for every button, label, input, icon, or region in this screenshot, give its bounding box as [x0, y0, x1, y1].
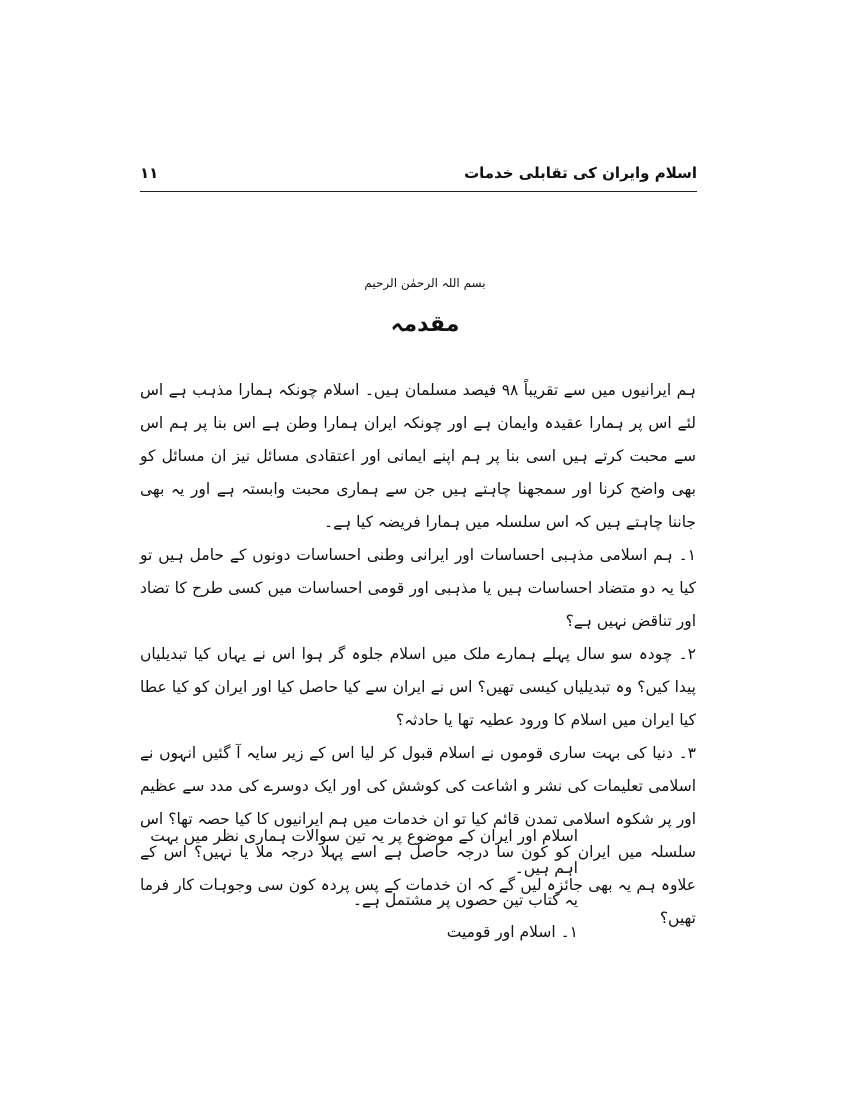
indented-block [140, 820, 578, 948]
section-heading: مقدمہ [390, 312, 460, 337]
running-header [140, 160, 697, 190]
indented-line-parts: یہ کتاب تین حصوں پر مشتمل ہے۔ [352, 891, 578, 909]
indented-line-part-1: ۱۔ اسلام اور قومیت [446, 923, 578, 941]
paragraph-question-2: ۲۔ چودہ سو سال پہلے ہمارے ملک میں اسلام جلوہ گر ہوا اس نے یہاں کیا تبدیلیاں پیدا کیں؟ وہ تبدیلیاں کیسی تھیں؟ اس نے ایران سے کیا حاصل کیا اور ایران کو کیا عطا کیا ایران میں اسلام کا ورود عطیہ تھا یا حادثہ؟ [140, 645, 696, 729]
paragraph-question-3: ۳۔ دنیا کی بہت ساری قوموں نے اسلام قبول کر لیا اس کے زیر سایہ آ گئیں انہوں نے اسلامی تعلیمات کی نشر و اشاعت کی کوشش کی اور ایک دوسرے کی مدد سے عظیم اور پر شکوہ اسلامی تمدن قائم کیا تو ان خدمات میں ہم ایرانیوں کا کیا حصہ تھا؟ اس سلسلہ میں ایران کو کون سا درجہ حاصل ہے اسے پہلا درجہ ملا یا نہیں؟ اس کے علاوہ ہم یہ بھی جائزہ لیں گے کہ ان خدمات کے پس پردہ کون سی وجوہات کار فرما تھیں؟ [140, 744, 696, 927]
header-title: اسلام وایران کی تقابلی خدمات [464, 164, 697, 182]
paragraph-intro: ہم ایرانیوں میں سے تقریباً ۹۸ فیصد مسلمان ہیں۔ اسلام چونکہ ہمارا مذہب ہے اس لئے اس پر ہمارا عقیدہ وایمان ہے اور چونکہ ایران ہمارا وطن ہے اس بنا پر ہم اس سے محبت کرتے ہیں اسی بنا پر ہم اپنے ایمانی اور اعتقادی مسائل نیز ان مسائل کو بھی واضح کرنا اور سمجھنا چاہتے ہیں جن سے ہماری محبت وابستہ ہے اور یہ بھی جاننا چاہتے ہیں کہ اس سلسلہ میں ہمارا فریضہ کیا ہے۔ [140, 381, 696, 531]
page-number: ۱۱ [140, 164, 159, 182]
header-divider [140, 191, 697, 192]
bismillah: بسم اللہ الرحمٰن الرحیم [364, 276, 486, 290]
indented-line-questions: اسلام اور ایران کے موضوع پر یہ تین سوالات ہماری نظر میں بہت اہم ہیں۔ [150, 827, 578, 877]
paragraph-question-1: ۱۔ ہم اسلامی مذہبی احساسات اور ایرانی وطنی احساسات دونوں کے حامل ہیں تو کیا یہ دو متضاد احساسات ہیں یا مذہبی اور قومی احساسات میں کسی طرح کا تضاد اور تناقض نہیں ہے؟ [140, 546, 696, 630]
